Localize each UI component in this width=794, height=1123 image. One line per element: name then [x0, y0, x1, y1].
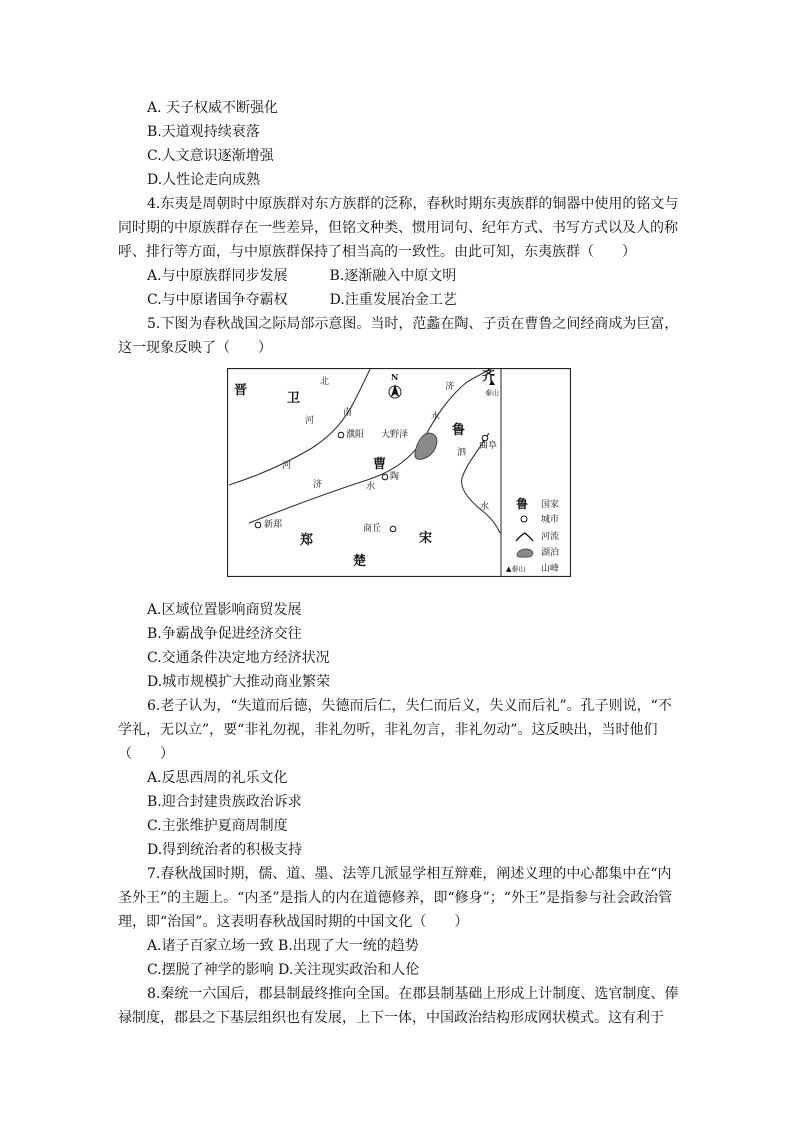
- river-label: 济: [313, 480, 323, 490]
- river-label: 北: [320, 377, 330, 387]
- city-shangqiu: 商丘: [363, 524, 382, 534]
- river-label: 南: [343, 408, 353, 418]
- city-xinzheng: 新郑: [264, 520, 283, 530]
- q3-option-c: C.人文意识逐渐增强: [147, 148, 274, 164]
- river-label: 河: [282, 461, 292, 471]
- q5-stem-line: 5.下图为春秋战国之际局部示意图。当时，范蠡在陶、子贡在曹鲁之间经商成为巨富，: [147, 316, 679, 332]
- q6-option-b: B.迎合封建贵族政治诉求: [147, 794, 302, 810]
- state-qi: 齐: [482, 369, 496, 384]
- q5-option-d: D.城市规模扩大推动商业繁荣: [147, 674, 331, 690]
- q5-option-b: B.争霸战争促进经济交往: [147, 626, 302, 642]
- q4-stem-line: 呼、排行等方面，与中原族群保持了相当高的一致性。由此可知，东夷族群（ ）: [118, 244, 636, 260]
- state-lu: 鲁: [452, 423, 466, 438]
- q4-options-row: C.与中原诸国争夺霸权 D.注重发展冶金工艺: [147, 292, 457, 308]
- q3-option-d: D.人性论走向成熟: [147, 172, 261, 188]
- city-marker: [390, 526, 396, 532]
- q6-stem-line: 6.老子认为，“失道而后德，失德而后仁，失仁而后义，失义而后礼”。孔子则说，“不: [147, 698, 672, 714]
- q7-stem-line: 7.春秋战国时期，儒、道、墨、法等几派显学相互辩难，阐述义理的中心都集中在“内: [147, 866, 672, 882]
- river-label: 水: [431, 412, 441, 422]
- q4-stem-line: 4.东夷是周朝时中原族群对东方族群的泛称，春秋时期东夷族群的铜器中使用的铭文与: [147, 196, 679, 212]
- legend-city-icon: [521, 516, 527, 522]
- river-label: 泗: [457, 448, 467, 458]
- q4-stem-line: 同时期的中原族群存在一些差异，但铭文种类、惯用词句、纪年方式、书写方式以及人的称: [118, 220, 678, 236]
- city-marker: [338, 432, 344, 438]
- q3-option-b: B.天道观持续衰落: [147, 124, 260, 140]
- q6-stem-line: 学礼，无以立”，要“非礼勿视，非礼勿听，非礼勿言，非礼勿动”。这反映出，当时他们: [118, 722, 658, 738]
- q6-option-c: C.主张维护夏商周制度: [147, 818, 288, 834]
- city-marker: [255, 522, 261, 528]
- q6-stem-line: （ ）: [118, 746, 174, 762]
- legend-mountain-sample: ▲泰山: [506, 565, 526, 573]
- state-jin: 晋: [234, 383, 248, 398]
- legend-mountain-label: 山峰: [541, 564, 560, 574]
- mountain-label: 泰山: [485, 389, 499, 397]
- river-label: 河: [305, 416, 315, 426]
- q6-option-a: A.反思西周的礼乐文化: [147, 770, 288, 786]
- city-marker: [482, 435, 488, 441]
- state-song: 宋: [419, 531, 433, 546]
- q5-option-a: A.区域位置影响商贸发展: [147, 602, 302, 618]
- q7-stem-line: 理，即“治国”。这表明春秋战国时期的中国文化（ ）: [118, 914, 469, 930]
- state-cao: 曹: [373, 457, 387, 472]
- q4-options-row: A.与中原族群同步发展 B.逐渐融入中原文明: [147, 268, 457, 284]
- state-zheng: 郑: [300, 533, 314, 548]
- river-label: 水: [480, 502, 490, 512]
- q5-option-c: C.交通条件决定地方经济状况: [147, 650, 330, 666]
- state-wei: 卫: [287, 391, 301, 406]
- state-chu: 楚: [353, 554, 367, 569]
- river-label: 水: [366, 482, 376, 492]
- city-marker: [382, 474, 388, 480]
- q7-options-row: A.诸子百家立场一致 B.出现了大一统的趋势: [147, 938, 419, 954]
- city-qufu: 曲阜: [479, 441, 498, 451]
- legend-lake-label: 湖泊: [541, 548, 560, 558]
- river-label: 济: [445, 382, 455, 392]
- legend-river-label: 河流: [541, 532, 560, 542]
- q7-stem-line: 圣外王”的主题上。“内圣”是指人的内在道德修养，即“修身”；“外王”是指参与社会政治管: [118, 890, 673, 906]
- legend-state-label: 国家: [541, 500, 560, 510]
- q3-option-a: A. 天子权威不断强化: [147, 100, 279, 116]
- legend-city-label: 城市: [541, 515, 560, 525]
- city-puyang: 濮阳: [346, 430, 365, 440]
- q6-option-d: D.得到统治者的积极支持: [147, 842, 303, 858]
- q7-options-row: C.摆脱了神学的影响 D.关注现实政治和人伦: [147, 962, 420, 978]
- north-label: N: [391, 372, 399, 382]
- q8-stem-line: 8.秦统一六国后，郡县制最终推向全国。在郡县制基础上形成上计制度、选官制度、俸: [147, 986, 679, 1002]
- q5-stem-line: 这一现象反映了（ ）: [118, 340, 272, 356]
- legend-state-sample: 鲁: [516, 497, 529, 511]
- spring-autumn-map: [227, 368, 571, 577]
- lake-label: 大野泽: [381, 430, 409, 440]
- q8-stem-line: 禄制度，郡县之下基层组织也有发展，上下一体，中国政治结构形成网状模式。这有利于: [118, 1010, 664, 1026]
- city-tao: 陶: [390, 472, 400, 482]
